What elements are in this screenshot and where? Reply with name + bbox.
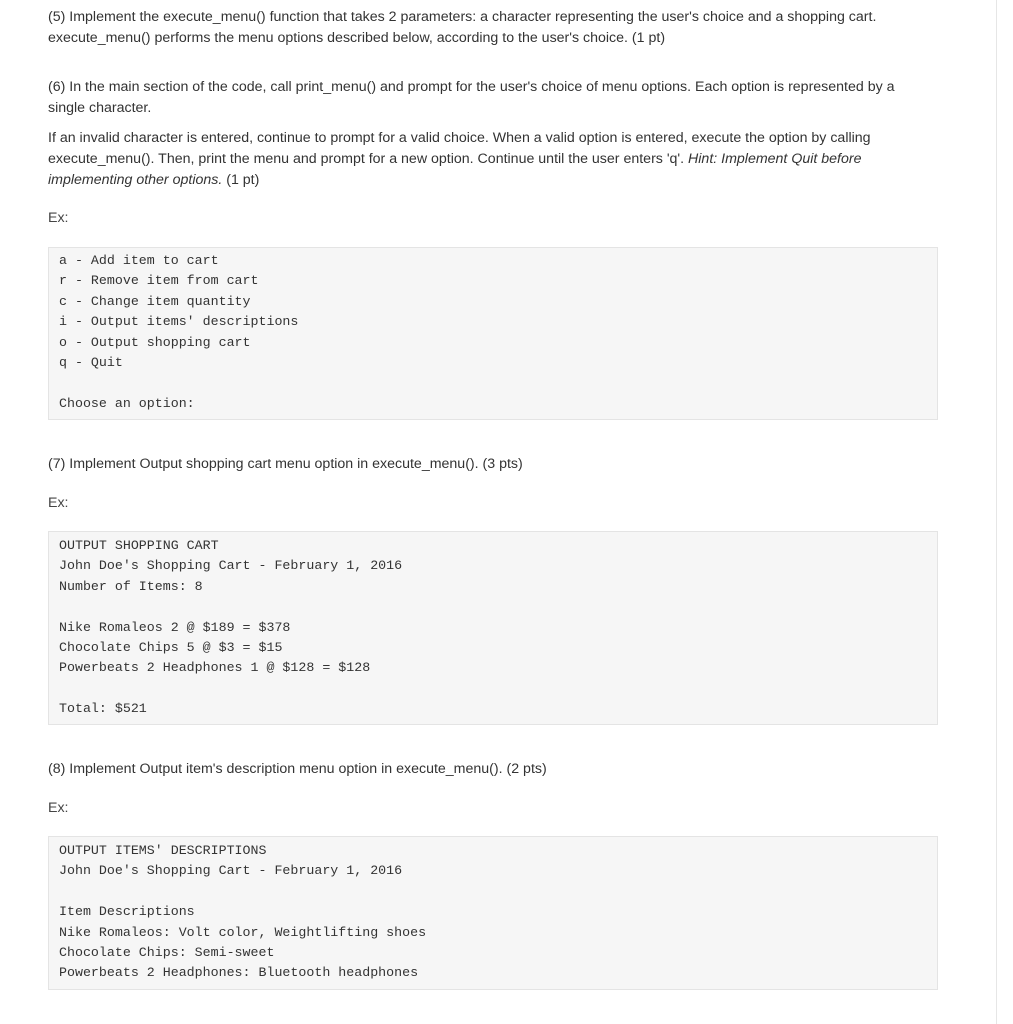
menu-line: r - Remove item from cart [59,273,259,289]
section-6-p1-line-1: (6) In the main section of the code, call print_menu() and prompt for the user's choice of menu options. Each option is represented by a [48,79,895,95]
menu-line: i - Output items' descriptions [59,314,299,330]
descriptions-title: John Doe's Shopping Cart - February 1, 2016 [59,863,403,879]
descriptions-header: OUTPUT ITEMS' DESCRIPTIONS [59,843,267,858]
cart-item-line: Chocolate Chips 5 @ $3 = $15 [59,639,283,655]
blank-line [59,882,927,902]
section-6-points: (1 pt) [222,172,260,188]
section-6-p2-line-3 [48,170,928,191]
section-5 [48,7,928,49]
section-6-p1-line-2: single character. [48,100,152,116]
cart-item-line: Nike Romaleos 2 @ $189 = $378 [59,619,291,635]
description-line: Nike Romaleos: Volt color, Weightlifting shoes [59,924,427,940]
example-label: Ex: [48,495,69,511]
description-line: Chocolate Chips: Semi-sweet [59,944,275,960]
descriptions-subheader: Item Descriptions [59,904,195,920]
cart-item-line: Powerbeats 2 Headphones 1 @ $128 = $128 [59,660,371,676]
menu-line: o - Output shopping cart [59,334,251,350]
blank-line [59,373,927,393]
section-6-p2-line-2-text: execute_menu(). Then, print the menu and prompt for a new option. Continue until the user enters 'q'. [48,151,689,167]
cart-item-count: Number of Items: 8 [59,578,203,594]
hint-text-continued: implementing other options. [48,172,223,188]
description-line: Powerbeats 2 Headphones: Bluetooth headphones [59,965,419,981]
blank-line [59,679,927,699]
section-8-text: (8) Implement Output item's description menu option in execute_menu(). (2 pts) [48,761,547,777]
cart-header: OUTPUT SHOPPING CART [59,538,219,553]
section-6-p2-line-2 [48,149,928,170]
example-label: Ex: [48,800,69,816]
menu-line: q - Quit [59,354,123,370]
menu-line: a - Add item to cart [59,253,219,268]
cart-total: Total: $521 [59,701,147,717]
section-6-paragraph-2 [48,128,928,191]
cart-example-code-block [48,531,938,725]
blank-line [59,597,927,617]
section-6-paragraph-1 [48,77,928,119]
section-5-line-1: (5) Implement the execute_menu() function that takes 2 parameters: a character representing the user's choice and a shopping cart. [48,9,877,25]
descriptions-example-code-block [48,836,938,990]
section-5-line-2: execute_menu() performs the menu options described below, according to the user's choice. (1 pt) [48,30,666,46]
section-6-p2-line-1: If an invalid character is entered, continue to prompt for a valid choice. When a valid option is entered, execute the option by calling [48,130,871,146]
menu-prompt: Choose an option: [59,395,195,411]
scrollbar-track[interactable] [996,0,1013,1024]
example-label: Ex: [48,210,69,226]
menu-line: c - Change item quantity [59,293,251,309]
cart-title: John Doe's Shopping Cart - February 1, 2016 [59,558,403,574]
hint-text: Hint: Implement Quit before [688,151,862,167]
menu-example-code-block [48,247,938,420]
section-7-text: (7) Implement Output shopping cart menu option in execute_menu(). (3 pts) [48,456,523,472]
